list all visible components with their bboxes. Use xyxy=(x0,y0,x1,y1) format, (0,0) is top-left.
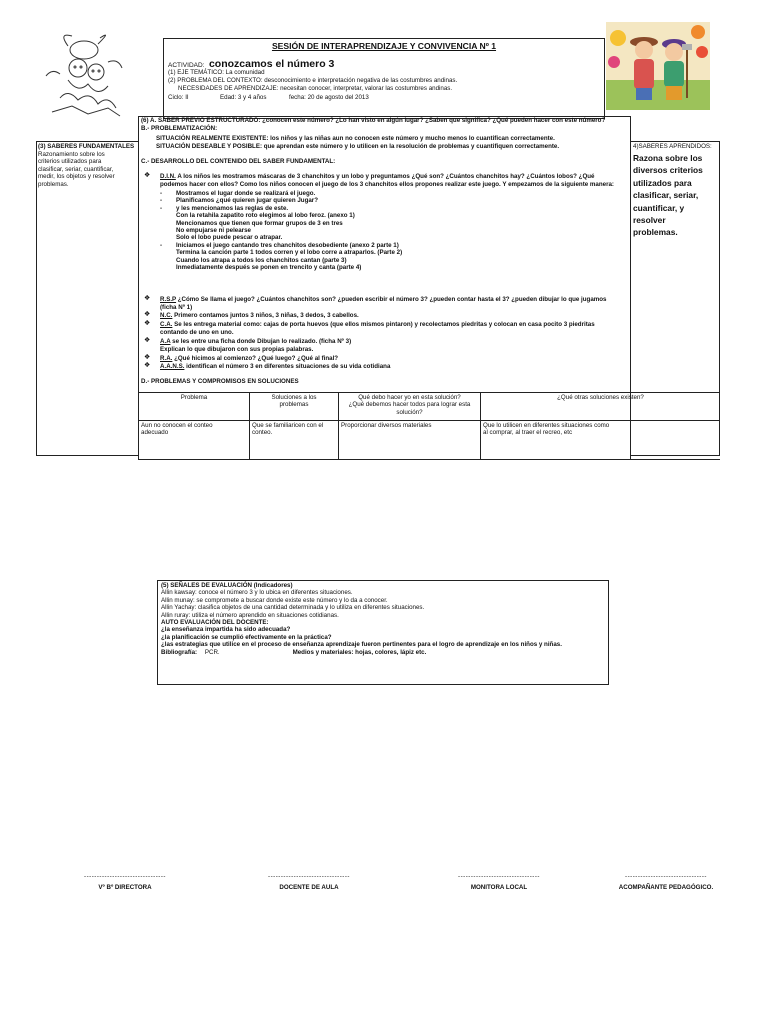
saberes-aprendidos-text: Razona sobre los diversos criterios utilizados para clasificar, seriar, cuantificar, y resolver problemas. xyxy=(633,153,703,238)
evaluation-content xyxy=(161,582,562,656)
step-item: Termina la canción parte 1 todos corren y el lobo corre a atraparlos. (Parte 2) xyxy=(176,249,403,257)
step-item: - Planificamos ¿qué quieren jugar quieren Jugar? xyxy=(160,197,318,205)
aa-bullet-icon: ❖ xyxy=(144,337,151,344)
bibliography-line: Bibliografía: PCR. Medios y materiales: hojas, colores, lápiz etc. xyxy=(161,648,427,656)
signature-line-directora: -------------------------------- xyxy=(84,873,166,880)
auto-evaluation-question: ¿la enseñanza impartida ha sido adecuada? xyxy=(161,626,291,634)
signature-monitora: MONITORA LOCAL xyxy=(470,884,528,891)
ca-bullet-icon: ❖ xyxy=(144,320,151,327)
ra-bullet-icon: ❖ xyxy=(144,354,151,361)
step-item: Con la retahila zapatito roto elegimos al lobo feroz. (anexo 1) xyxy=(176,212,355,220)
auto-evaluation-question: ¿las estrategias que utilice en el proceso de enseñanza aprendizaje fueron pertinentes para el logro de aprendizaje en los niños y niñas. xyxy=(161,641,562,649)
saberes-fundamentales-text: Razonamiento sobre los criterios utilizados para clasificar, seriar, cuantificar, medir, los objetos y resolver problemas. xyxy=(38,151,115,188)
juego-steps-list xyxy=(160,190,402,271)
rsp-line-1: R.S.P ¿Cómo Se llama el juego? ¿Cuántos chanchitos son? ¿pueden escribir el número 3? ¿pueden contar hasta el 3? ¿pueden dibujar lo que jugamos xyxy=(160,296,607,303)
step-item: Mencionamos que tienen que formar grupos de 3 en tres xyxy=(176,219,343,227)
step-item: - Mostramos el lugar donde se realizará el juego. xyxy=(160,190,316,197)
step-item: Solo el lobo puede pescar o atrapar. xyxy=(176,234,283,242)
rsp-bullet-icon: ❖ xyxy=(144,295,151,302)
saberes-fundamentales-title: (3) SABERES FUNDAMENTALES xyxy=(38,143,135,150)
table-top-border xyxy=(138,392,720,393)
saberes-aprendidos-title: 4)SABERES APRENDIDOS: xyxy=(633,143,712,150)
evaluation-indicator: Allin ruray: utiliza el número aprendido en situaciones cotidianas. xyxy=(161,611,339,619)
table-col-divider xyxy=(480,392,481,459)
signature-line-monitora: -------------------------------- xyxy=(458,873,540,880)
table-cell-soluciones: Que se familiaricen con el conteo. xyxy=(252,422,324,437)
evaluation-title: (5) SEÑALES DE EVALUACIÓN (Indicadores) xyxy=(161,582,293,589)
signature-line-acompanante: -------------------------------- xyxy=(625,873,707,880)
table-header-otras-soluciones: ¿Qué otras soluciones existen? xyxy=(557,394,644,401)
evaluation-indicator: Allin munay: se compromete a buscar donde existe este número y lo da a conocer. xyxy=(161,596,388,604)
problematizacion-title: B.- PROBLEMATIZACIÓN: xyxy=(141,125,218,132)
table-header-problema: Problema xyxy=(180,394,208,401)
table-cell-problema: Aun no conocen el conteo adecuado xyxy=(141,422,213,437)
problema-contexto: (2) PROBLEMA DEL CONTEXTO: desconocimiento e interpretación negativa de las costumbres andinas. xyxy=(168,77,458,84)
necesidades-aprendizaje: NECESIDADES DE APRENDIZAJE: necesitan conocer, interpretar, valorar las costumbres andinas. xyxy=(178,85,453,92)
saberes-fundamentales-box xyxy=(36,141,139,456)
aa-line-1: A.A se les entre una ficha donde Dibujan lo realizado. (ficha Nº 3) xyxy=(160,338,352,345)
step-item: Cuando los atrapa a todos los chanchitos cantan (parte 3) xyxy=(176,256,347,264)
step-item: Inmediatamente después se ponen en trencito y canta (parte 4) xyxy=(176,264,362,272)
auto-evaluation-title: AUTO EVALUACIÓN DEL DOCENTE: xyxy=(161,619,269,627)
table-cell-que-debo-hacer: Proporcionar diversos materiales xyxy=(341,422,432,429)
aans-bullet-icon: ❖ xyxy=(144,362,151,369)
saber-previo: (6) A. SABER PREVIO ESTRUCTURADO: ¿conocen este número? ¿Lo han visto en algún lugar? ¿Saben que significa? ¿Qué pueden hacer con este número? xyxy=(141,117,606,124)
din-line-2: podemos hacer con ellos? Como los niños conocen el juego de los 3 chanchitos ellos propones realizar este juego. Y empezamos de la siguiente manera: xyxy=(160,181,614,188)
main-bottom-border xyxy=(138,459,720,460)
table-mid-border xyxy=(138,420,720,421)
edad: Edad: 3 y 4 años xyxy=(220,94,267,101)
signature-docente: DOCENTE DE AULA xyxy=(279,884,339,891)
activity-label: ACTIVIDAD: xyxy=(168,62,205,69)
andean-couple-image xyxy=(606,22,710,110)
step-item: - Iniciamos el juego cantando tres chanchitos desobediente (anexo 2 parte 1) xyxy=(160,241,399,249)
children-clipart-image xyxy=(38,28,128,120)
step-item: - y les mencionamos las reglas de este. xyxy=(160,204,289,212)
activity-name: conozcamos el número 3 xyxy=(208,58,335,70)
nc-bullet-icon: ❖ xyxy=(144,311,151,318)
fecha: fecha: 20 de agosto del 2013 xyxy=(289,94,369,101)
aa-line-2: Explican lo que dibujaron con sus propias palabras. xyxy=(160,346,314,353)
eje-tematico: (1) EJE TEMÁTICO: La comunidad xyxy=(168,69,265,76)
nc-line: N.C. Primero contamos juntos 3 niños, 3 niñas, 3 dedos, 3 cabellos. xyxy=(160,312,359,319)
signature-acompanante: ACOMPAÑANTE PEDAGÓGICO. xyxy=(618,884,714,891)
aans-line: A.A.N.S. identifican el número 3 en diferentes situaciones de su vida cotidiana xyxy=(160,363,391,370)
evaluation-indicator: Allin kawsay: conoce el número 3 y lo ubica en diferentes situaciones. xyxy=(161,589,353,597)
ciclo: Ciclo: II xyxy=(168,94,189,101)
problemas-compromisos-title: D.- PROBLEMAS Y COMPROMISOS EN SOLUCIONES xyxy=(141,378,299,385)
ca-line-1: C.A. Se les entrega material como: cajas de porta huevos (que ellos mismos pintaron) y recolectamos piedritas y colocan en casa pocito 3 piedritas xyxy=(160,321,595,328)
session-title: SESIÓN DE INTERAPRENDIZAJE Y CONVIVENCIA Nº 1 xyxy=(271,41,497,51)
din-bullet-icon: ❖ xyxy=(144,172,151,179)
din-line-1: D.I.N. A los niños les mostramos máscaras de 3 chanchitos y un lobo y preguntamos ¿Qué son? ¿Cuántos chanchitos hay? ¿Cuántos lobos? ¿Qué xyxy=(160,173,595,180)
desarrollo-title: C.- DESARROLLO DEL CONTENIDO DEL SABER FUNDAMENTAL: xyxy=(141,158,336,165)
evaluation-indicator: Allin Yachay: clasifica objetos de una cantidad determinada y lo utiliza en diferentes situaciones. xyxy=(161,604,425,612)
ca-line-2: contando de uno en uno. xyxy=(160,329,234,336)
ra-line: R.A. ¿Qué hicimos al comienzo? ¿Qué luego? ¿Qué al final? xyxy=(160,355,339,362)
signature-directora: Vº Bº DIRECTORA xyxy=(98,884,152,891)
table-header-soluciones: Soluciones a los problemas xyxy=(271,394,317,409)
rsp-line-2: (ficha Nº 1) xyxy=(160,304,193,311)
auto-evaluation-question: ¿la planificación se cumplió efectivamente en la práctica? xyxy=(161,633,332,641)
table-cell-otras-soluciones: Que lo utilicen en diferentes situaciones como al comprar, al traer el recreo, etc xyxy=(483,422,610,437)
situacion-real: SITUACIÓN REALMENTE EXISTENTE: los niños y las niñas aun no conocen este número y mucho menos lo cuantifican correctamente. xyxy=(156,135,555,142)
step-item: No empujarse ni pelearse xyxy=(176,227,251,235)
situacion-deseable: SITUACIÓN DESEABLE Y POSIBLE: que aprendan este número y lo utilicen en la resolución de problemas y cuantifiquen correctamente. xyxy=(156,143,560,150)
table-header-que-debo-hacer: Qué debo hacer yo en esta solución? ¿Qué debemos hacer todos para lograr esta solución? xyxy=(348,394,471,416)
signature-line-docente: -------------------------------- xyxy=(268,873,350,880)
